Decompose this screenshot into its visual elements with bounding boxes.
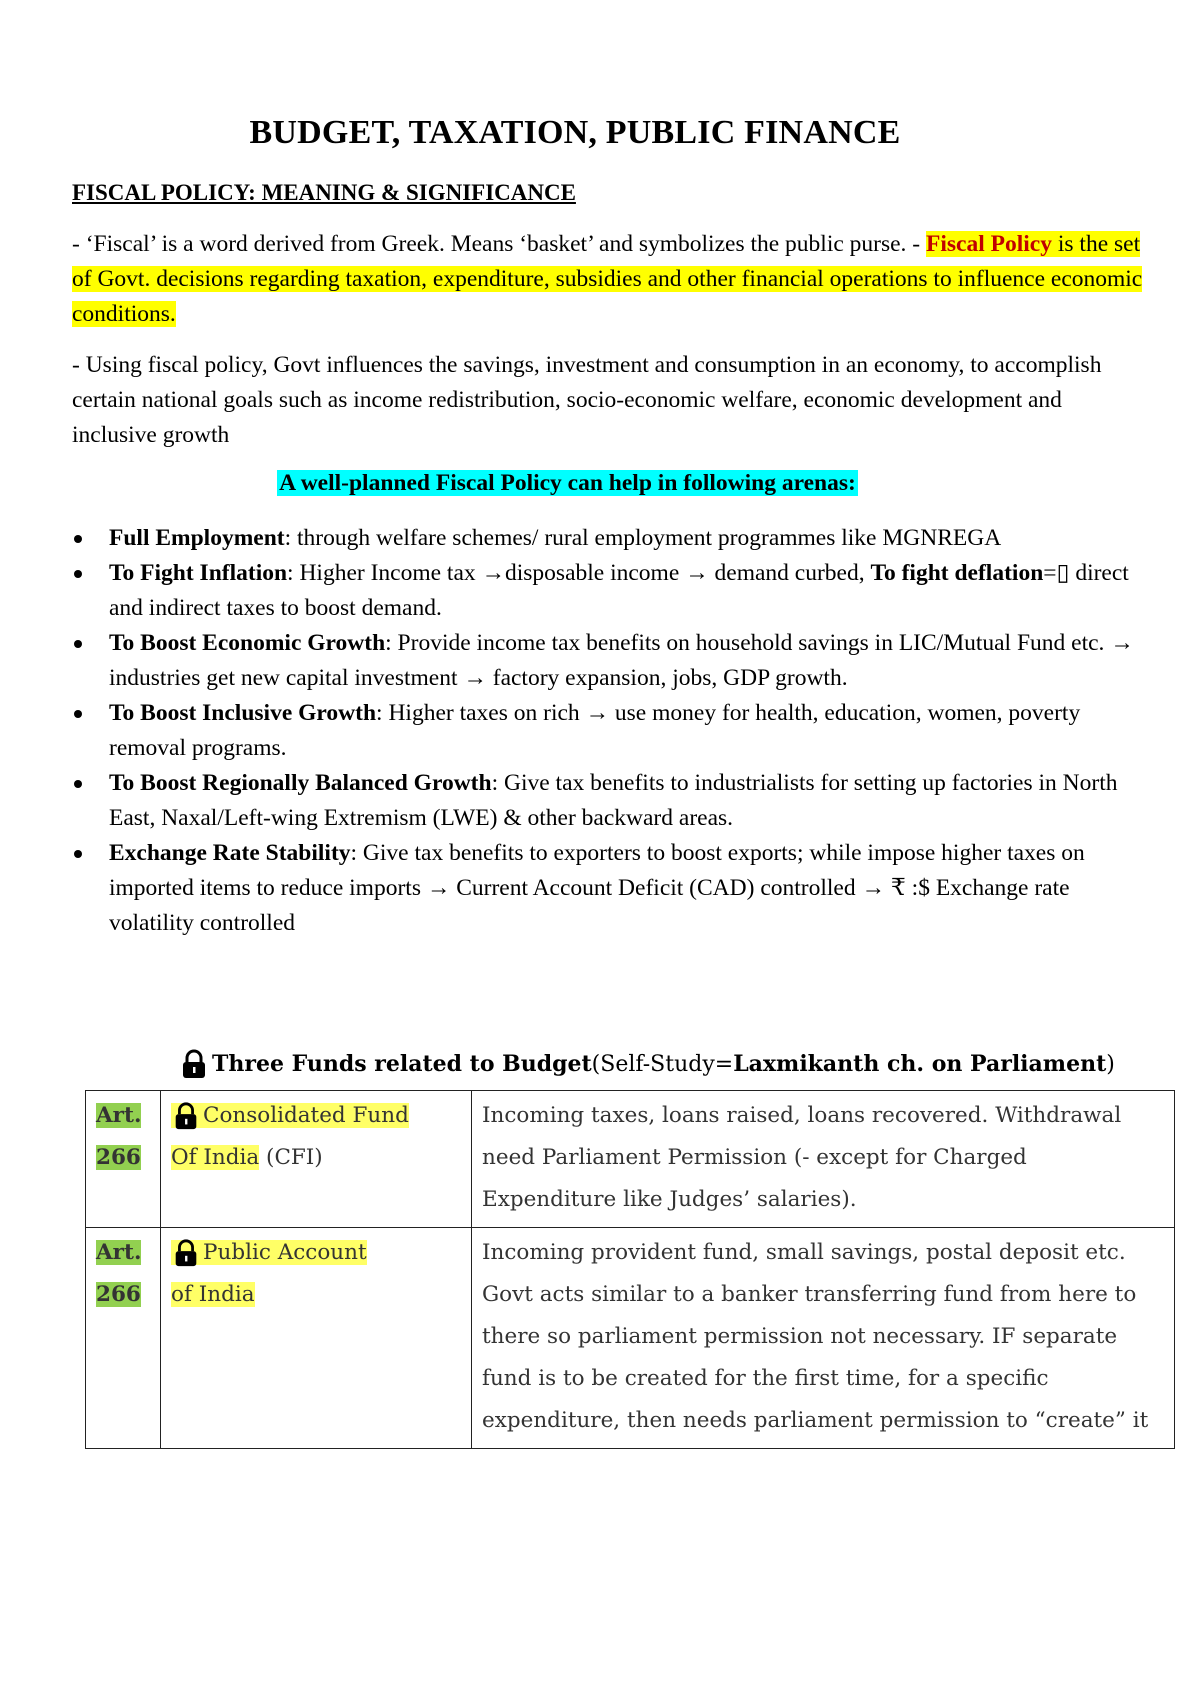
- funds-caption-close: ): [1106, 1051, 1115, 1077]
- paragraph-fiscal-usage: - Using fiscal policy, Govt influences the savings, investment and consumption in an economy, to accomplish certain national goals such as income redistribution, socio-economic welfare, economic development and inclusive growth: [72, 352, 1102, 448]
- fund-description: Incoming taxes, loans raised, loans recovered. Withdrawal need Parliament Permission (- except for Charged Expenditure like Judges’ salaries).: [472, 1091, 1175, 1228]
- funds-caption-title: Three Funds related to Budget: [212, 1051, 592, 1077]
- article-label: Art.: [96, 1240, 142, 1265]
- fund-name-text: Consolidated Fund: [203, 1103, 409, 1128]
- fund-name-text: Public Account: [203, 1240, 367, 1265]
- lock-icon: [171, 1101, 201, 1131]
- section-heading: FISCAL POLICY: MEANING & SIGNIFICANCE: [72, 180, 576, 205]
- paragraph-fiscal-meaning: [72, 227, 1147, 332]
- fund-name-cell: [161, 1091, 472, 1228]
- bullet-icon: [74, 710, 82, 718]
- bullet-icon: [74, 850, 82, 858]
- list-item-text: : Higher taxes on rich → use money for health, education, women, poverty removal programs.: [109, 700, 1081, 761]
- arenas-heading-text: A well-planned Fiscal Policy can help in following arenas:: [279, 470, 856, 496]
- list-item-text-2: =▯ direct and indirect taxes to boost demand.: [109, 560, 1129, 621]
- fiscal-policy-definition: is the set of Govt. decisions regarding taxation, expenditure, subsidies and other financial operations to influence economic conditions.: [72, 231, 1143, 327]
- funds-caption: [178, 1048, 1115, 1080]
- fiscal-policy-term: Fiscal Policy: [926, 231, 1052, 257]
- list-item-term: Exchange Rate Stability: [109, 840, 351, 866]
- fund-description: Incoming provident fund, small savings, postal deposit etc. Govt acts similar to a banker transferring fund from here to there so parliament permission not necessary. IF separate fund is to be created for the first time, for a specific expenditure, then needs parliament permission to “create” it: [472, 1228, 1175, 1449]
- list-item: [72, 696, 1147, 766]
- article-cell: [86, 1228, 161, 1449]
- article-number: 266: [96, 1145, 141, 1170]
- funds-table: [85, 1090, 1175, 1449]
- bullet-icon: [74, 570, 82, 578]
- fiscal-origin-text: - ‘Fiscal’ is a word derived from Greek. Means ‘basket’ and symbolizes the public purse. -: [72, 231, 927, 257]
- list-item: [72, 626, 1147, 696]
- funds-caption-note: (Self-Study=: [591, 1051, 734, 1077]
- funds-caption-reference: Laxmikanth ch. on Parliament: [733, 1051, 1107, 1077]
- list-item-term: To Boost Regionally Balanced Growth: [109, 770, 492, 796]
- fund-name-line2: of India: [171, 1282, 255, 1307]
- list-item: [72, 836, 1147, 941]
- article-cell: [86, 1091, 161, 1228]
- list-item-term: To Boost Inclusive Growth: [109, 700, 377, 726]
- list-item-term: To Fight Inflation: [109, 560, 288, 586]
- list-item: [72, 521, 1147, 556]
- list-item-text: : Give tax benefits to exporters to boost exports; while impose higher taxes on imported items to reduce imports → Current Account Deficit (CAD) controlled → ₹ :$ Exchange rate volatility controlled: [109, 840, 1085, 936]
- list-item-term-2: To fight deflation: [870, 560, 1044, 586]
- article-label: Art.: [96, 1103, 142, 1128]
- bullet-icon: [74, 780, 82, 788]
- table-row: [86, 1228, 1175, 1449]
- fund-name-cell: [161, 1228, 472, 1449]
- list-item-text: : Higher Income tax →disposable income → demand curbed,: [287, 560, 871, 586]
- table-row: [86, 1091, 1175, 1228]
- list-item-text: : Provide income tax benefits on household savings in LIC/Mutual Fund etc. → industries get new capital investment → factory expansion, jobs, GDP growth.: [109, 630, 1134, 691]
- bullet-icon: [74, 640, 82, 648]
- list-item-text: : Give tax benefits to industrialists for setting up factories in North East, Naxal/Left-wing Extremism (LWE) & other backward areas.: [109, 770, 1118, 831]
- list-item-term: Full Employment: [109, 525, 285, 551]
- lock-icon: [171, 1238, 201, 1268]
- fund-name-suffix: (CFI): [259, 1145, 323, 1170]
- arenas-heading: [0, 470, 1135, 497]
- page-title: BUDGET, TAXATION, PUBLIC FINANCE: [249, 114, 901, 151]
- fund-name-line1: [171, 1240, 367, 1265]
- fund-name-line1: [171, 1103, 409, 1128]
- list-item-text: : through welfare schemes/ rural employment programmes like MGNREGA: [284, 525, 1002, 551]
- list-item-term: To Boost Economic Growth: [109, 630, 386, 656]
- list-item: [72, 556, 1147, 626]
- article-number: 266: [96, 1282, 141, 1307]
- bullet-icon: [74, 535, 82, 543]
- lock-icon: [178, 1048, 210, 1080]
- arenas-list: [72, 521, 1147, 941]
- list-item: [72, 766, 1147, 836]
- fund-name-line2: Of India: [171, 1145, 260, 1170]
